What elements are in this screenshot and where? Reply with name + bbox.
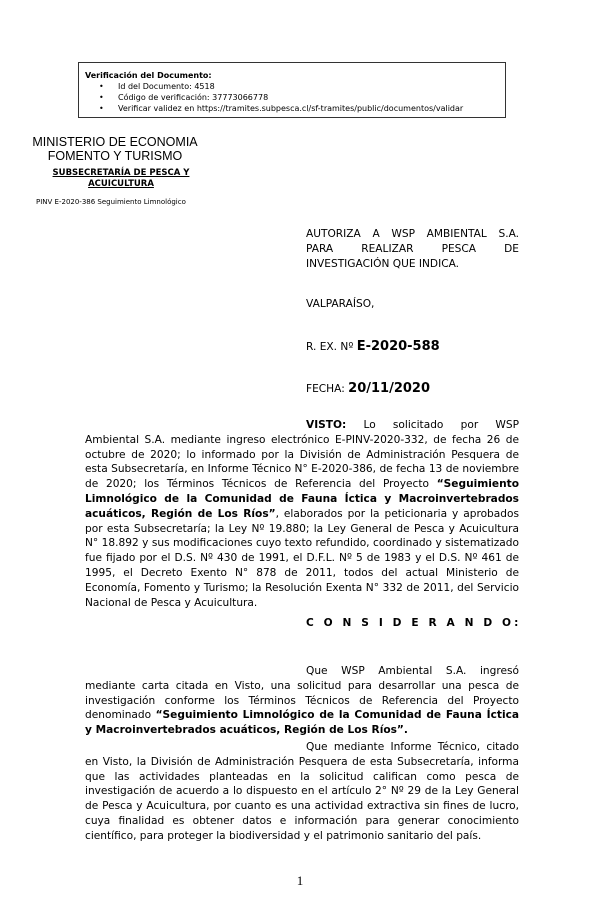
resolution-title: [306, 227, 519, 271]
verification-item-code: • Código de verificación: 37773066778: [85, 92, 505, 103]
resolution-value: E-2020-588: [356, 339, 440, 354]
visto-text-2: , elaborados por la peticionaria y aprobados por esta Subsecretaría; la Ley Nº 19.880; la Ley General de Pesca y Acuicultura N° 18.892 y sus modificaciones cuyo texto refundido, coordinado y sistematizado fue fijado por el D.S. Nº 430 de 1991, el D.F.L. Nº 5 de 1983 y el D.S. Nº 461 de 1995, el Decreto Exento N° 878 de 2011, todos del actual Ministerio de Economía, Fomento y Turismo; la Resolución Exenta N° 332 de 2011, del Servicio Nacional de Pesca y Acuicultura.: [85, 507, 519, 609]
resolution-date: [306, 381, 430, 396]
subsecretaria-name: [36, 168, 206, 190]
verification-item-url[interactable]: • Verificar validez en https://tramites.subpesca.cl/sf-tramites/public/documentos/validar: [85, 103, 505, 114]
verification-item-id: • Id del Documento: 4518: [85, 81, 505, 92]
verification-list: [85, 81, 505, 114]
ministry-line-1: MINISTERIO DE ECONOMIA: [32, 135, 198, 149]
visto-text-1: Lo solicitado por WSP Ambiental S.A. mediante ingreso electrónico E-PINV-2020-332, de fecha 26 de octubre de 2020; lo informado por la División de Administración Pesquera de esta Subsecretaría, en Informe Técnico N° E-2020-386, de fecha 13 de noviembre de 2020; los Términos Técnicos de Referencia del Proyecto: [85, 419, 519, 491]
page-number: 1: [296, 873, 304, 888]
file-reference: PINV E-2020-386 Seguimiento Limnológico: [36, 198, 186, 206]
considerando-paragraph-2: [85, 740, 519, 844]
date-label: FECHA:: [306, 383, 345, 395]
considerando-1-text: Que WSP Ambiental S.A. ingresó mediante carta citada en Visto, una solicitud para desarrollar una pesca de investigación conforme los Términos Técnicos de Referencia del Proyecto denominado: [85, 665, 519, 722]
visto-paragraph: [85, 418, 519, 610]
subsecretaria-line-2: ACUICULTURA: [88, 179, 154, 189]
considerando-heading: C O N S I D E R A N D O:: [306, 617, 522, 629]
considerando-paragraph-1: [85, 664, 519, 738]
considerando-2-text: Que mediante Informe Técnico, citado en Visto, la División de Administración Pesquera de esta Subsecretaría, informa que las actividades planteadas en la solicitud califican como pesca de investigación de acuerdo a lo dispuesto en el artículo 2° Nº 29 de la Ley General de Pesca y Acuicultura, por cuanto es una actividad extractiva sin fines de lucro, cuya finalidad es obtener datos e información para generar conocimiento científico, para proteger la biodiversidad y el patrimonio sanitario del país.: [85, 741, 519, 842]
subsecretaria-line-1: SUBSECRETARÍA DE PESCA Y: [52, 168, 190, 178]
title-line-1: AUTORIZA A WSP AMBIENTAL S.A.: [306, 228, 519, 240]
considerando-1-project: “Seguimiento Limnológico de la Comunidad de Fauna Íctica y Macroinvertebrados acuáticos, Región de Los Ríos”.: [85, 709, 519, 737]
title-line-2: PARA REALIZAR PESCA DE: [306, 242, 519, 255]
resolution-number: [306, 339, 440, 354]
place: VALPARAÍSO,: [306, 298, 375, 310]
visto-label: VISTO:: [306, 419, 347, 431]
title-line-3: INVESTIGACIÓN QUE INDICA.: [306, 257, 460, 270]
ministry-line-2: FOMENTO Y TURISMO: [47, 149, 183, 163]
date-value: 20/11/2020: [348, 381, 431, 396]
ministry-name: [30, 135, 200, 163]
visto-project-name: “Seguimiento Limnológico de la Comunidad de Fauna Íctica y Macroinvertebrados acuáticos, Región de Los Ríos”: [85, 478, 519, 520]
resolution-label: R. EX. Nº: [306, 341, 354, 353]
verification-box: [78, 62, 506, 118]
verification-title: Verificación del Documento:: [85, 71, 212, 80]
